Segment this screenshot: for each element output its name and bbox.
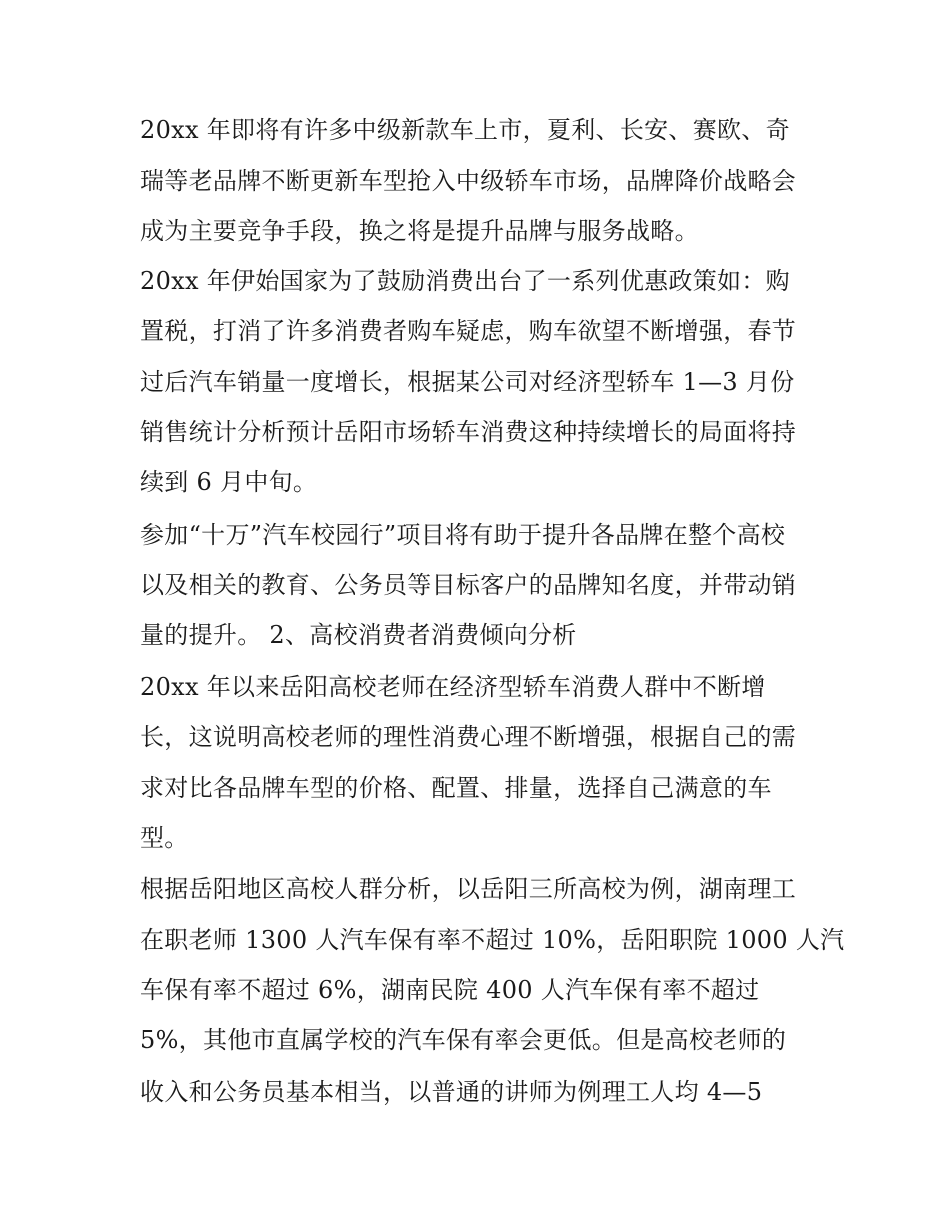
text-line: 5%，其他市直属学校的汽车保有率会更低。但是高校老师的 [140, 1026, 787, 1054]
text-line: 求对比各品牌车型的价格、配置、排量，选择自己满意的车 [140, 774, 772, 802]
text-line: 参加“十万”汽车校园行”项目将有助于提升各品牌在整个高校 [140, 521, 786, 549]
text-line: 量的提升。 2、高校消费者消费倾向分析 [140, 621, 577, 649]
text-line: 成为主要竞争手段，换之将是提升品牌与服务战略。 [140, 217, 699, 245]
text-line: 过后汽车销量一度增长，根据某公司对经济型轿车 1—3 月份 [140, 368, 795, 396]
text-line: 以及相关的教育、公务员等目标客户的品牌知名度，并带动销 [140, 571, 797, 599]
text-line: 续到 6 月中旬。 [140, 468, 318, 496]
text-line: 长，这说明高校老师的理性消费心理不断增强，根据自己的需 [140, 723, 797, 751]
text-line: 型。 [140, 824, 189, 852]
text-line: 置税，打消了许多消费者购车疑虑，购车欲望不断增强，春节 [140, 317, 797, 345]
text-line: 在职老师 1300 人汽车保有率不超过 10%，岳阳职院 1000 人汽 [140, 926, 845, 954]
text-line: 20xx 年以来岳阳高校老师在经济型轿车消费人群中不断增 [140, 673, 766, 701]
text-line: 收入和公务员基本相当，以普通的讲师为例理工人均 4—5 [140, 1078, 763, 1106]
text-line: 20xx 年即将有许多中级新款车上市，夏利、长安、赛欧、奇 [140, 116, 790, 144]
text-line: 根据岳阳地区高校人群分析，以岳阳三所高校为例，湖南理工 [140, 875, 797, 903]
text-line: 瑞等老品牌不断更新车型抢入中级轿车市场，品牌降价战略会 [140, 167, 797, 195]
text-line: 20xx 年伊始国家为了鼓励消费出台了一系列优惠政策如：购 [140, 267, 790, 295]
text-line: 车保有率不超过 6%，湖南民院 400 人汽车保有率不超过 [140, 976, 760, 1004]
text-line: 销售统计分析预计岳阳市场轿车消费这种持续增长的局面将持 [140, 418, 797, 446]
